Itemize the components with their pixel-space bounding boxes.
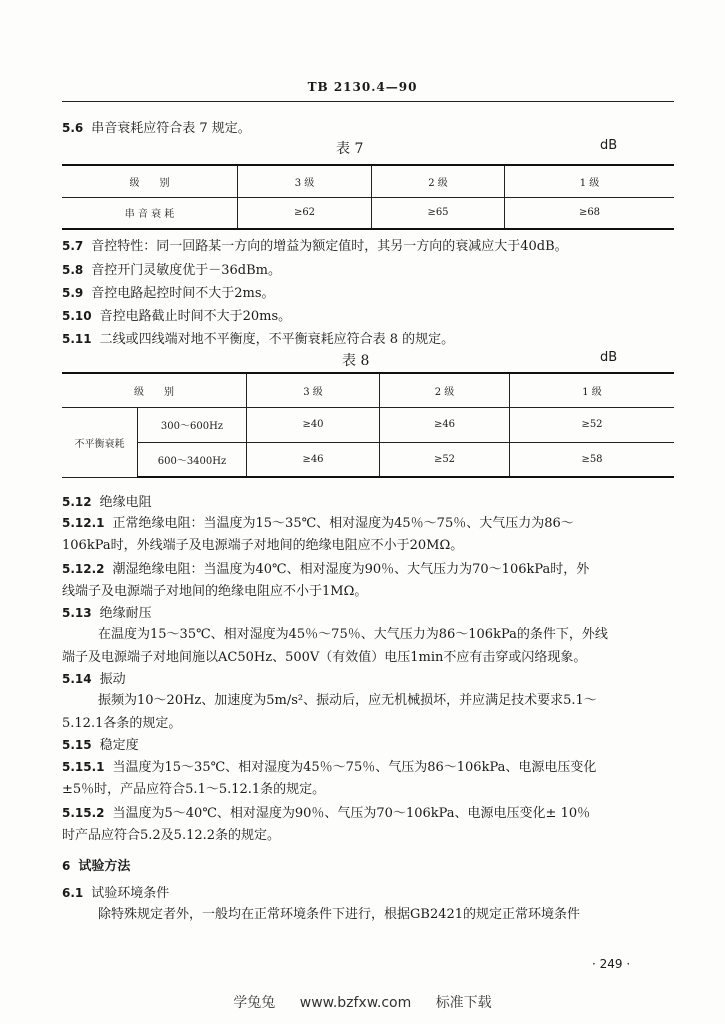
- table-cell: ≥58: [510, 442, 675, 477]
- clause-5-12: [62, 494, 152, 511]
- clause-5-15-2: [62, 805, 590, 822]
- table-cell: ≥52: [380, 442, 510, 477]
- clause-title: 绝缘耐压: [99, 606, 152, 621]
- clause-5-10: [62, 308, 291, 325]
- table-cell: ≥46: [247, 442, 380, 477]
- clause-text-continued: 端子及电源端子对地间施以AC50Hz、500V（有效值）电压1min不应有击穿或闪络现象。: [62, 650, 587, 665]
- footer-watermark: [0, 992, 725, 1012]
- clause-5-12-1: [62, 515, 574, 532]
- clause-6-1: [62, 885, 169, 902]
- clause-text-continued: 线端子及电源端子对地间的绝缘电阻应不小于1MΩ。: [62, 584, 368, 599]
- header-rule: [62, 101, 674, 102]
- table-header-cell: 3 级: [238, 165, 372, 197]
- table-header-cell: 1 级: [505, 165, 675, 197]
- clause-5-6: [62, 120, 251, 137]
- footer-slogan: 标准下载: [435, 995, 492, 1011]
- clause-5-11: [62, 331, 454, 348]
- clause-text: 音控开门灵敏度优于－36dBm。: [91, 263, 282, 278]
- table-8-unit: dB: [600, 350, 618, 365]
- table-header-cell: 级 别: [62, 165, 238, 197]
- clause-5-12-2: [62, 561, 589, 578]
- clause-text: 正常绝缘电阻：当温度为15～35℃、相对湿度为45％～75％、大气压力为86～: [112, 516, 574, 531]
- clause-title: 稳定度: [99, 738, 139, 753]
- table-header-cell: 级 别: [62, 373, 247, 407]
- table-8: [62, 372, 674, 478]
- clause-text: 振频为10～20Hz、加速度为5m/s²、振动后，应无机械损坏，并应满足技术要求5.1～: [98, 693, 597, 708]
- clause-5-8: [62, 262, 281, 279]
- clause-number: 5.14: [62, 672, 92, 686]
- table-row-label: 不平衡衰耗: [62, 407, 138, 477]
- table-7-unit: dB: [600, 138, 618, 153]
- clause-text: 音控电路起控时间不大于2ms。: [91, 286, 275, 301]
- clause-number: 5.6: [62, 121, 84, 135]
- clause-text-continued: 时产品应符合5.2及5.12.2条的规定。: [62, 828, 281, 843]
- frequency-band-cell: 300～600Hz: [138, 407, 247, 442]
- clause-number: 5.15: [62, 738, 92, 752]
- clause-number: 5.11: [62, 332, 92, 346]
- table-cell: ≥46: [380, 407, 510, 442]
- table-7: [62, 164, 674, 230]
- clause-title: 振动: [99, 672, 126, 687]
- clause-number: 5.7: [62, 239, 84, 253]
- clause-5-13: [62, 605, 152, 622]
- table-header-cell: 2 级: [372, 165, 505, 197]
- clause-5-15-1: [62, 759, 596, 776]
- table-header-cell: 2 级: [380, 373, 510, 407]
- clause-text: 当温度为5～40℃、相对湿度为90％、气压为70～106kPa、电源电压变化± 10％: [112, 806, 591, 821]
- frequency-band-cell: 600～3400Hz: [138, 442, 247, 477]
- clause-number: 5.13: [62, 606, 92, 620]
- table-cell: ≥52: [510, 407, 675, 442]
- clause-number: 5.10: [62, 309, 92, 323]
- footer-url: www.bzfxw.com: [299, 995, 412, 1011]
- clause-number: 5.15.1: [62, 760, 105, 774]
- table-cell: ≥68: [505, 197, 675, 229]
- clause-text: 串音衰耗应符合表 7 规定。: [91, 121, 251, 136]
- clause-5-14: [62, 671, 126, 688]
- clause-title: 试验环境条件: [91, 886, 170, 901]
- clause-5-7: [62, 238, 568, 255]
- table-7-caption: 表 7: [336, 141, 364, 157]
- document-code: TB 2130.4—90: [307, 80, 418, 94]
- clause-text: 音控电路截止时间不大于20ms。: [99, 309, 292, 324]
- section-6-heading: [62, 858, 130, 875]
- clause-text: 二线或四线端对地不平衡度，不平衡衰耗应符合表 8 的规定。: [99, 332, 455, 347]
- clause-number: 5.12.2: [62, 562, 105, 576]
- table-8-caption: 表 8: [342, 353, 370, 369]
- page-number: · 249 ·: [592, 957, 631, 971]
- clause-text-continued: ±5％时，产品应符合5.1～5.12.1条的规定。: [62, 782, 326, 797]
- clause-number: 5.8: [62, 263, 84, 277]
- clause-5-9: [62, 285, 275, 302]
- table-cell: ≥65: [372, 197, 505, 229]
- clause-number: 5.12: [62, 495, 92, 509]
- clause-number: 6.1: [62, 886, 84, 900]
- table-row-label: 串 音 衰 耗: [62, 197, 238, 229]
- clause-text: 音控特性：同一回路某一方向的增益为额定值时，其另一方向的衰减应大于40dB。: [91, 239, 568, 254]
- table-header-cell: 3 级: [247, 373, 380, 407]
- clause-number: 5.12.1: [62, 516, 105, 530]
- clause-title: 绝缘电阻: [99, 495, 152, 510]
- clause-text-continued: 106kPa时，外线端子及电源端子对地间的绝缘电阻应不小于20MΩ。: [62, 538, 464, 553]
- clause-5-15: [62, 737, 139, 754]
- table-cell: ≥62: [238, 197, 372, 229]
- table-cell: ≥40: [247, 407, 380, 442]
- clause-text: 潮湿绝缘电阻：当温度为40℃、相对湿度为90％、大气压力为70～106kPa时，外: [112, 562, 590, 577]
- clause-text: 除特殊规定者外，一般均在正常环境条件下进行，根据GB2421的规定正常环境条件: [98, 907, 581, 922]
- clause-number: 5.9: [62, 286, 84, 300]
- section-title: 试验方法: [78, 859, 131, 874]
- clause-text: 在温度为15～35℃、相对湿度为45％～75％、大气压力为86～106kPa的条件下，外线: [98, 627, 608, 642]
- table-header-cell: 1 级: [510, 373, 675, 407]
- section-number: 6: [62, 859, 71, 873]
- footer-site-name: 学兔兔: [233, 995, 276, 1011]
- clause-number: 5.15.2: [62, 806, 105, 820]
- clause-text: 当温度为15～35℃、相对湿度为45％～75％、气压为86～106kPa、电源电压变化: [112, 760, 597, 775]
- clause-text-continued: 5.12.1各条的规定。: [62, 716, 182, 731]
